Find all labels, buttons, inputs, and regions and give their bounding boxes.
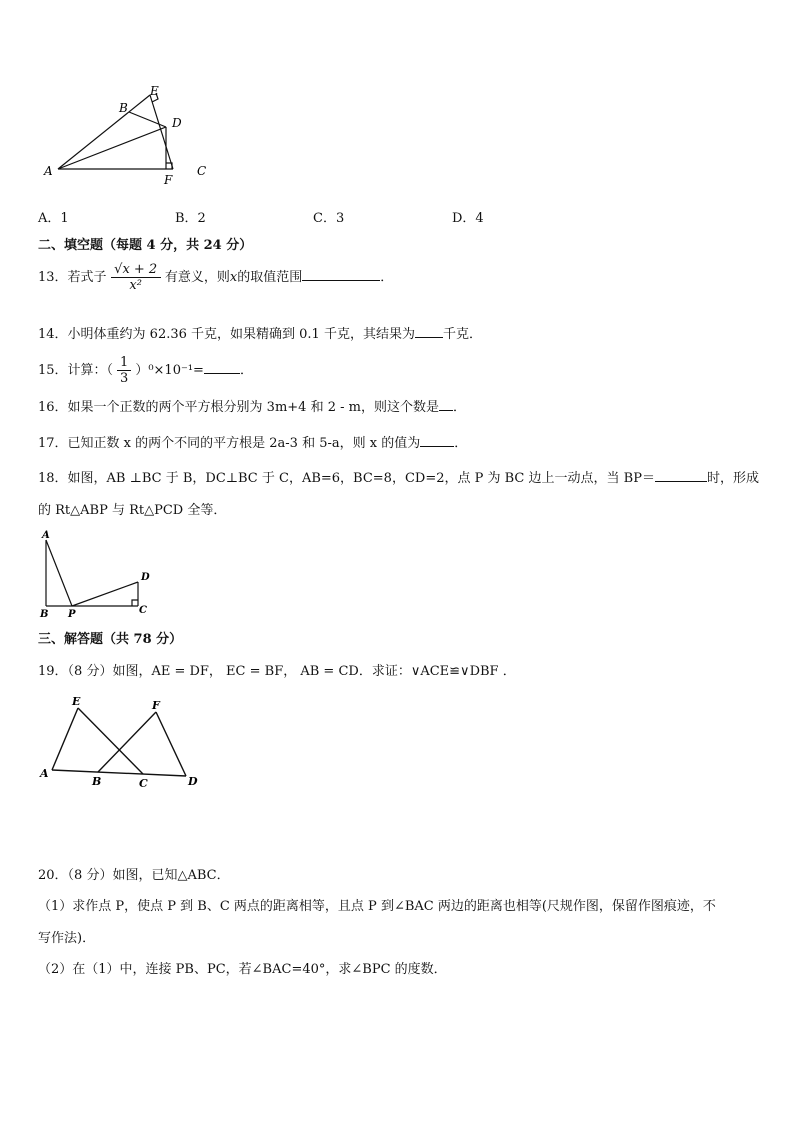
- label-D: D: [172, 116, 182, 130]
- option-c: C．3: [313, 211, 345, 226]
- q18-figure: [36, 528, 166, 620]
- label-A: A: [42, 530, 50, 541]
- label-B: B: [40, 609, 49, 620]
- section-3-heading: 三、解答题（共 78 分）: [38, 632, 183, 647]
- q12-figure: [40, 85, 220, 185]
- question-20-line4: （2）在（1）中，连接 PB、PC，若∠BAC=40°，求∠BPC 的度数．: [38, 962, 447, 977]
- label-B: B: [92, 775, 102, 788]
- label-D: D: [188, 775, 198, 788]
- label-P: P: [68, 609, 76, 620]
- question-16: 16．如果一个正数的两个平方根分别为 3m+4 和 2 - m，则这个数是 ．: [38, 400, 466, 415]
- option-a: A．1: [38, 211, 69, 226]
- label-D: D: [141, 572, 150, 583]
- question-19: 19．（8 分）如图，AE = DF， EC = BF， AB = CD．求证：∨ACE≌∨DBF ．: [38, 664, 516, 679]
- label-C: C: [139, 777, 148, 790]
- label-C: C: [197, 164, 207, 178]
- question-14: 14．小明体重约为 62.36 千克，如果精确到 0.1 千克，其结果为 千克．: [38, 327, 482, 342]
- question-18-line1: 18．如图，AB ⊥BC 于 B，DC⊥BC 于 C，AB=6，BC=8，CD=2，点 P 为 BC 边上一动点，当 BP＝ 时，形成: [38, 471, 759, 486]
- label-E: E: [72, 695, 81, 708]
- label-A: A: [40, 767, 49, 780]
- question-18-line2: 的 Rt△ABP 与 Rt△PCD 全等．: [38, 503, 227, 518]
- label-E: E: [150, 85, 159, 98]
- label-C: C: [139, 605, 147, 616]
- question-17: 17．已知正数 x 的两个不同的平方根是 2a-3 和 5-a，则 x 的值为 ．: [38, 436, 468, 451]
- label-F: F: [164, 173, 173, 185]
- label-A: A: [44, 164, 53, 178]
- label-B: B: [119, 101, 128, 115]
- question-20-line3: 写作法)．: [38, 931, 96, 946]
- question-20-line1: 20．（8 分）如图，已知△ABC．: [38, 868, 230, 883]
- question-13: 13．若式子 $\frac{√x + 2}{\text{x²}}$ 有意义，则x的取值范围 ．: [38, 262, 394, 293]
- q19-figure: [36, 690, 206, 790]
- label-F: F: [152, 699, 160, 712]
- option-d: D．4: [452, 211, 484, 226]
- question-15: 15．计算：（ $\frac{1}{3}$ ）⁰×10⁻¹= ．: [38, 355, 253, 386]
- option-b: B．2: [175, 211, 206, 226]
- question-20-line2: （1）求作点 P，使点 P 到 B、C 两点的距离相等，且点 P 到∠BAC 两边的距离也相等(尺规作图，保留作图痕迹，不: [38, 899, 716, 914]
- section-2-heading: 二、填空题（每题 4 分，共 24 分）: [38, 238, 253, 253]
